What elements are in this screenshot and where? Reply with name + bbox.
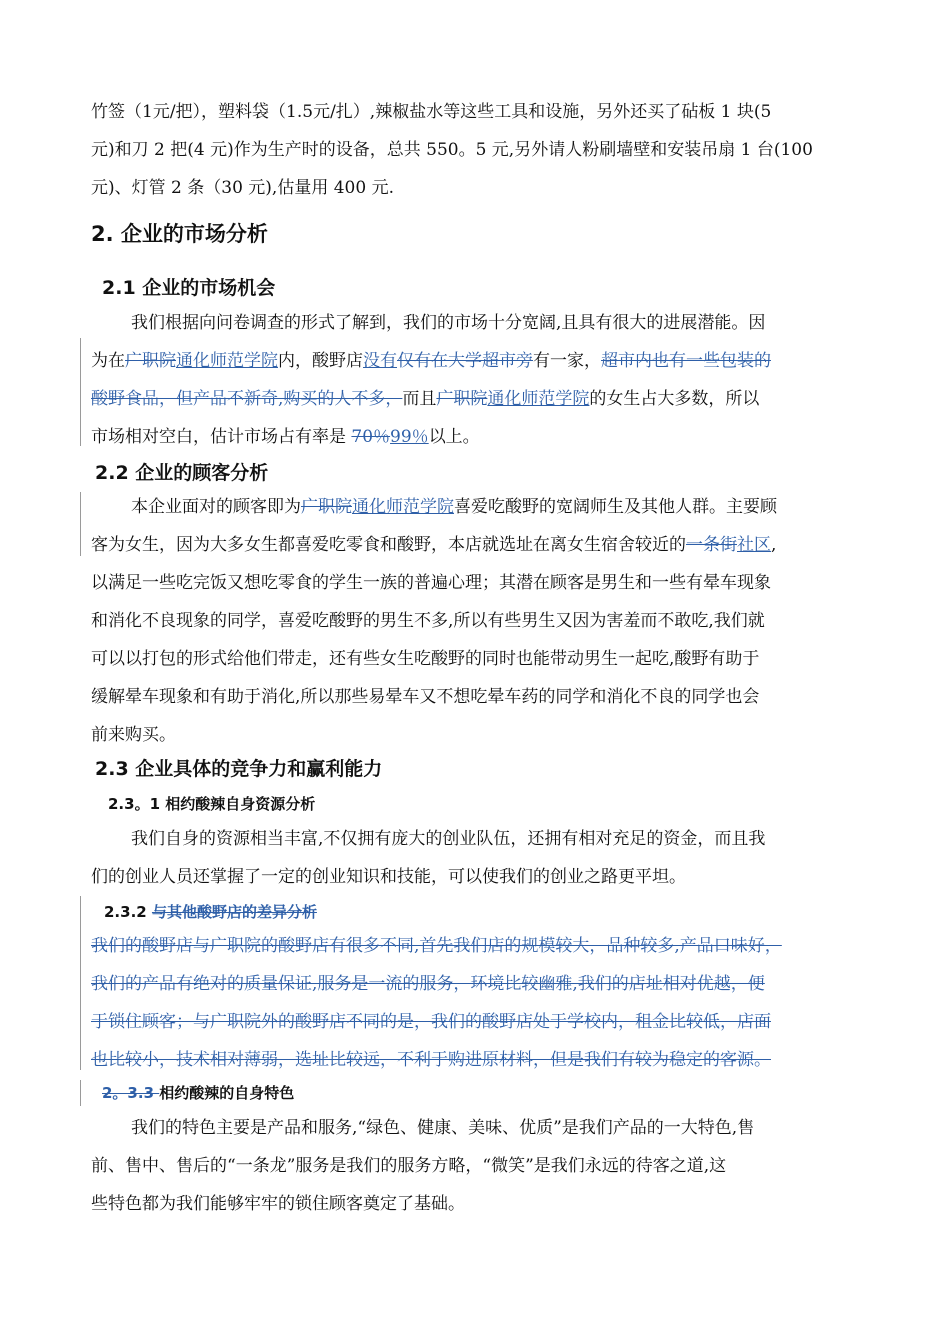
- text-line: 前、售中、售后的“一条龙”服务是我们的服务方略，“微笑”是我们永远的待客之道,这: [91, 1156, 727, 1176]
- text-run: 内，酸野店: [278, 351, 363, 371]
- deleted-text: 我们的产品有绝对的质量保证,服务是一流的服务，环境比较幽雅,我们的店址相对优越，便: [91, 974, 765, 994]
- section-heading-2: 2. 企业的市场分析: [91, 222, 268, 246]
- inserted-text: 通化师范学院: [487, 389, 590, 409]
- revision-change-bar: [80, 896, 81, 1070]
- text-line: 元)、灯管 2 条（30 元),估量用 400 元.: [91, 178, 394, 198]
- text-line: [91, 526, 861, 564]
- resource-analysis-paragraph: [91, 820, 861, 896]
- deleted-text: 酸野食品，但产品不新奇,购买的人不多，: [91, 389, 403, 409]
- deleted-text: 超市内也有一些包装的: [601, 351, 771, 371]
- heading-number: 2.3.2: [104, 903, 152, 921]
- inserted-text: 没有: [363, 351, 397, 371]
- text-line: 前来购买。: [91, 725, 176, 745]
- subsection-heading-2-3-2: [104, 901, 317, 922]
- text-line: 我们根据向问卷调查的形式了解到，我们的市场十分宽阔,且具有很大的进展潜能。因: [131, 313, 766, 333]
- inserted-text: 通化师范学院: [176, 351, 278, 371]
- revision-change-bar: [80, 338, 81, 446]
- deleted-text: 70％: [351, 427, 391, 447]
- deleted-text: 广职院: [125, 351, 176, 371]
- difference-analysis-paragraph: [91, 927, 861, 1079]
- section-heading-2-1: 2.1 企业的市场机会: [102, 277, 276, 299]
- inserted-text: 社区: [737, 535, 771, 555]
- text-run: 喜爱吃酸野的宽阔师生及其他人群。主要顾: [454, 497, 777, 517]
- text-run: 客为女生，因为大多女生都喜爱吃零食和酸野，本店就选址在离女生宿舍较近的: [91, 535, 686, 555]
- customer-analysis-paragraph: [91, 488, 861, 754]
- text-run: 而且: [402, 389, 437, 409]
- text-run: 市场相对空白，估计市场占有率是: [91, 427, 352, 447]
- section-heading-2-2: 2.2 企业的顾客分析: [95, 462, 269, 484]
- deleted-text: 于锁住顾客；与广职院外的酸野店不同的是，我们的酸野店处于学校内，租金比较低，店面: [91, 1012, 771, 1032]
- text-line: 竹签（1元/把），塑料袋（1.5元/扎）,辣椒盐水等这些工具和设施，另外还买了砧板 1 块(5: [91, 102, 772, 122]
- text-line: 可以以打包的形式给他们带走，还有些女生吃酸野的同时也能带动男生一起吃,酸野有助于: [91, 649, 760, 669]
- text-run: ,: [771, 535, 777, 555]
- text-line: 我们自身的资源相当丰富,不仅拥有庞大的创业队伍，还拥有相对充足的资金，而且我: [131, 829, 766, 849]
- revision-change-bar: [80, 492, 81, 556]
- text-line: 元)和刀 2 把(4 元)作为生产时的设备，总共 550。5 元,另外请人粉刷墙壁和安装吊扇 1 台(100: [91, 140, 813, 160]
- deleted-text: 广职院: [436, 389, 488, 409]
- text-run: 本企业面对的顾客即为: [131, 497, 301, 517]
- subsection-heading-2-3-3: [102, 1082, 294, 1103]
- intro-paragraph: [91, 93, 861, 207]
- text-line: [91, 418, 861, 456]
- heading-text: 相约酸辣的自身特色: [159, 1084, 295, 1102]
- text-line: [91, 342, 861, 380]
- deleted-text: 一条街: [686, 535, 737, 555]
- text-line: 和消化不良现象的同学，喜爱吃酸野的男生不多,所以有些男生又因为害羞而不敢吃,我们就: [91, 611, 765, 631]
- text-line: 们的创业人员还掌握了一定的创业知识和技能，可以使我们的创业之路更平坦。: [91, 867, 686, 887]
- text-run: 以上。: [428, 427, 480, 447]
- deleted-text: 与其他酸野店的差异分析: [151, 903, 317, 921]
- text-run: 有一家，: [533, 351, 601, 371]
- section-heading-2-3: 2.3 企业具体的竞争力和赢利能力: [95, 758, 383, 780]
- own-features-paragraph: [91, 1109, 861, 1223]
- deleted-text: 我们的酸野店与广职院的酸野店有很多不同,首先我们店的规模较大，品种较多,产品口味好，: [91, 936, 782, 956]
- deleted-text: 仅有在大学超市旁: [397, 351, 533, 371]
- market-opportunity-paragraph: [91, 304, 861, 456]
- deleted-text: 广职院: [301, 497, 352, 517]
- text-line: 些特色都为我们能够牢牢的锁住顾客奠定了基础。: [91, 1194, 465, 1214]
- subsection-heading-2-3-1: 2.3。1 相约酸辣自身资源分析: [108, 795, 316, 813]
- inserted-text: 99％: [390, 427, 429, 447]
- revision-change-bar: [80, 1080, 81, 1106]
- text-line: 缓解晕车现象和有助于消化,所以那些易晕车又不想吃晕车药的同学和消化不良的同学也会: [91, 687, 760, 707]
- text-line: 以满足一些吃完饭又想吃零食的学生一族的普遍心理；其潜在顾客是男生和一些有晕车现象: [91, 573, 771, 593]
- text-line: [91, 380, 861, 418]
- deleted-text: 也比较小，技术相对薄弱，选址比较远，不利于购进原材料，但是我们有较为稳定的客源。: [91, 1050, 771, 1070]
- text-line: [91, 488, 861, 526]
- text-run: 的女生占大多数，所以: [589, 389, 760, 409]
- text-line: 我们的特色主要是产品和服务,“绿色、健康、美味、优质”是我们产品的一大特色,售: [131, 1118, 755, 1138]
- text-run: 为在: [91, 351, 125, 371]
- inserted-text: 通化师范学院: [352, 497, 454, 517]
- deleted-text: 2。3.3: [102, 1084, 160, 1102]
